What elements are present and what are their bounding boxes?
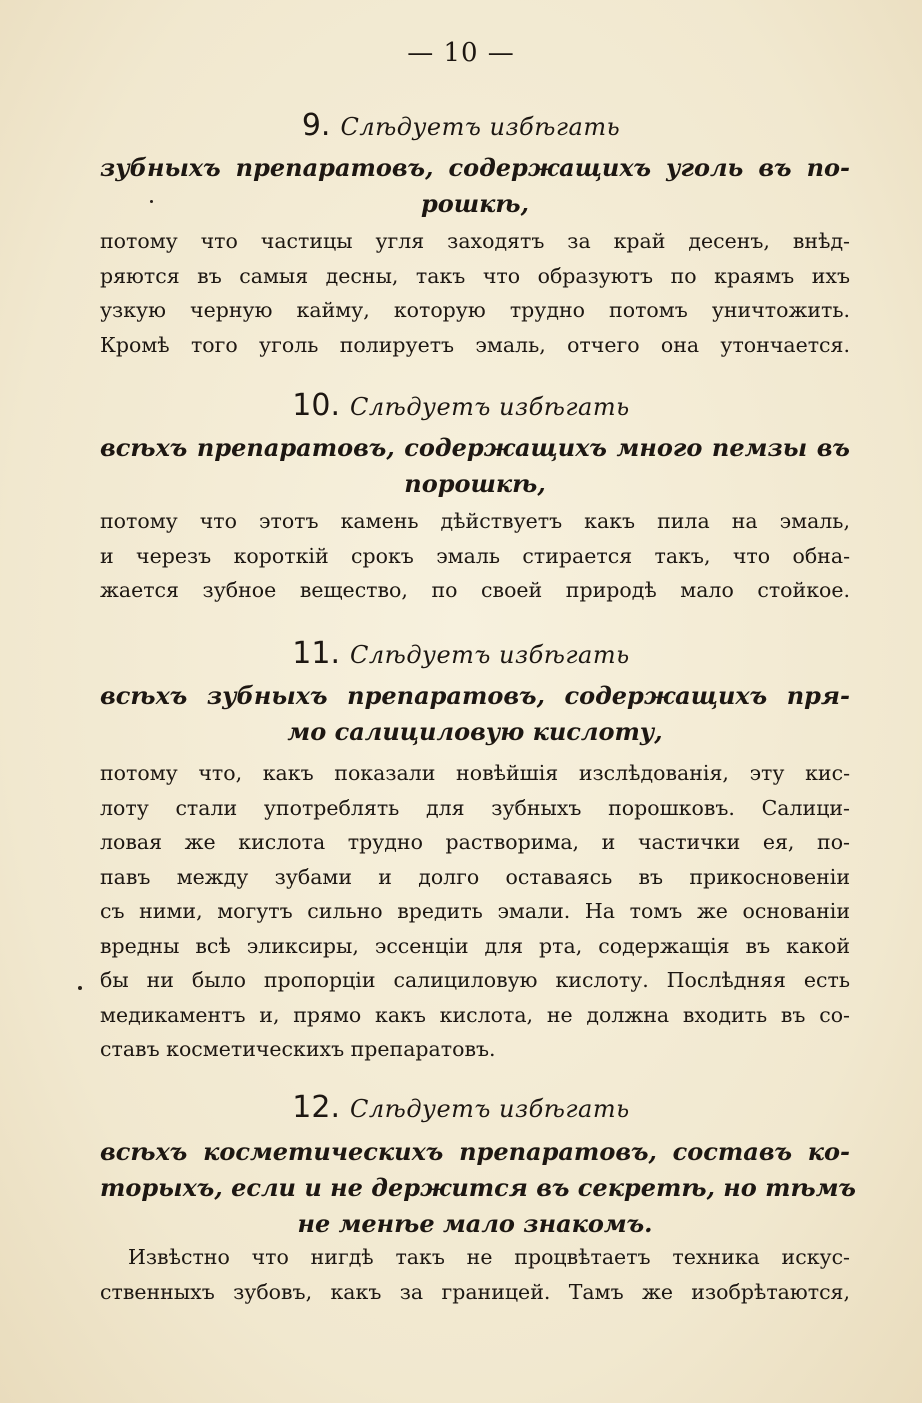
body-line: потому что этотъ камень дѣйствуетъ какъ пила на эмаль, bbox=[100, 509, 850, 533]
body-line: Кромѣ того уголь полируетъ эмаль, отчего она утончается. bbox=[100, 332, 850, 357]
section-number: 11. bbox=[292, 636, 341, 671]
subtitle-line: рошкѣ, bbox=[421, 189, 529, 218]
body-line: бы ни было пропорціи салициловую кислоту. Послѣдняя есть bbox=[100, 968, 850, 992]
section-12-body bbox=[100, 1240, 850, 1309]
subtitle-line: всѣхъ препаратовъ, содержащихъ много пемзы въ bbox=[100, 433, 850, 462]
section-heading-text: Слѣдуетъ избѣгать bbox=[350, 393, 630, 421]
subtitle-line: всѣхъ косметическихъ препаратовъ, составъ ко- bbox=[100, 1137, 850, 1166]
body-line: съ ними, могутъ сильно вредить эмали. На томъ же основаніи bbox=[100, 899, 850, 923]
subtitle-line: не менѣе мало знакомъ. bbox=[297, 1209, 653, 1238]
subtitle-line: зубныхъ препаратовъ, содержащихъ уголь въ по- bbox=[100, 153, 850, 182]
body-line: Извѣстно что нигдѣ такъ не процвѣтаетъ техника искус- bbox=[128, 1245, 850, 1269]
subtitle-line: всѣхъ зубныхъ препаратовъ, содержащихъ пря- bbox=[100, 681, 850, 710]
section-11-body bbox=[100, 756, 850, 1067]
ink-speck bbox=[150, 200, 153, 203]
body-line: потому что, какъ показали новѣйшія изслѣдованія, эту кис- bbox=[100, 761, 850, 785]
section-heading-text: Слѣдуетъ избѣгать bbox=[340, 113, 621, 141]
body-line: павъ между зубами и долго оставаясь въ прикосновеніи bbox=[100, 864, 850, 889]
body-line: лоту стали употреблять для зубныхъ порошковъ. Салици- bbox=[100, 795, 850, 820]
body-line: узкую черную кайму, которую трудно потомъ уничтожить. bbox=[100, 298, 850, 322]
body-line: ственныхъ зубовъ, какъ за границей. Тамъ же изобрѣтаются, bbox=[100, 1279, 850, 1304]
section-10-body bbox=[100, 504, 850, 608]
section-10-subtitle bbox=[100, 430, 850, 502]
body-line: ловая же кислота трудно растворима, и частички ея, по- bbox=[100, 830, 850, 854]
section-12-subtitle bbox=[100, 1134, 856, 1242]
subtitle-line: мо салициловую кислоту, bbox=[287, 717, 663, 746]
section-heading-text: Слѣдуетъ избѣгать bbox=[350, 1095, 630, 1123]
body-line: медикаментъ и, прямо какъ кислота, не должна входить въ со- bbox=[100, 1002, 850, 1027]
section-number: 9. bbox=[301, 108, 331, 143]
section-9-subtitle bbox=[100, 150, 850, 222]
body-line: ряются въ самыя десны, такъ что образуютъ по краямъ ихъ bbox=[100, 263, 850, 288]
page-number: — 10 — bbox=[407, 38, 515, 68]
body-line: и черезъ короткій срокъ эмаль стирается такъ, что обна- bbox=[100, 543, 850, 568]
body-line: жается зубное вещество, по своей природѣ мало стойкое. bbox=[100, 578, 850, 602]
section-10-heading bbox=[0, 388, 922, 423]
subtitle-line: порошкѣ, bbox=[404, 469, 546, 498]
ink-speck bbox=[78, 986, 82, 990]
section-11-subtitle bbox=[100, 678, 850, 750]
body-line: вредны всѣ эликсиры, эссенціи для рта, содержащія въ какой bbox=[100, 933, 850, 958]
body-line: потому что частицы угля заходятъ за край десенъ, внѣд- bbox=[100, 229, 850, 253]
section-number: 10. bbox=[292, 388, 341, 423]
section-11-heading bbox=[0, 636, 922, 671]
body-line: ставъ косметическихъ препаратовъ. bbox=[100, 1037, 496, 1061]
section-9-body bbox=[100, 224, 850, 362]
section-9-heading bbox=[0, 108, 922, 143]
section-heading-text: Слѣдуетъ избѣгать bbox=[350, 641, 630, 669]
subtitle-line: торыхъ, если и не держится въ секретѣ, но тѣмъ bbox=[100, 1173, 856, 1202]
section-12-heading bbox=[0, 1090, 922, 1125]
section-number: 12. bbox=[292, 1090, 341, 1125]
